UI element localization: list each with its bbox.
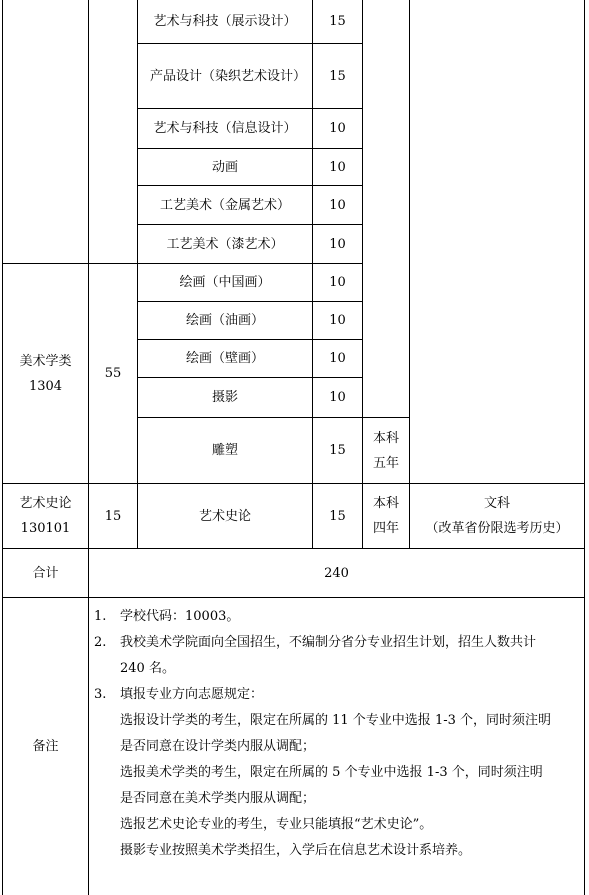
table-row	[138, 264, 312, 301]
duration-line: 四年	[372, 521, 399, 536]
table-row	[138, 484, 312, 548]
remarks-label: 备注	[32, 739, 59, 754]
remarks-content	[94, 604, 582, 864]
table-row	[313, 264, 362, 301]
list-item	[94, 682, 582, 708]
table-row	[138, 302, 312, 339]
subject-line: （改革省份限选考历史）	[425, 521, 569, 536]
table-row	[138, 0, 312, 43]
list-number: 1.	[94, 609, 107, 624]
table-row	[313, 0, 362, 43]
category-name: 艺术史论	[19, 496, 72, 511]
rule-line: 是否同意在美术学类内服从调配；	[120, 791, 316, 806]
duration-cell	[363, 418, 409, 483]
major-count: 15	[329, 443, 346, 458]
table-row	[313, 302, 362, 339]
major-count: 10	[329, 236, 346, 252]
table-row	[138, 418, 312, 483]
list-text: 我校美术学院面向全国招生，不编制分省分专业招生计划，招生人数共计	[120, 635, 537, 650]
list-number: 3.	[94, 687, 107, 702]
category-code: 130101	[20, 521, 71, 536]
major-name: 摄影	[211, 390, 238, 405]
duration-line: 五年	[372, 455, 399, 471]
rule-line: 是否同意在设计学类内服从调配；	[120, 739, 316, 754]
rule-line: 选报美术学类的考生，限定在所属的 5 个专业中选报 1-3 个，同时须注明	[120, 765, 543, 780]
category-name: 美术学类	[19, 353, 72, 369]
major-name: 艺术与科技（信息设计）	[153, 121, 297, 136]
major-name: 雕塑	[211, 443, 238, 458]
table-row	[138, 44, 312, 108]
table-row	[138, 186, 312, 224]
major-count: 10	[329, 313, 346, 328]
category-total-value: 55	[104, 366, 122, 381]
major-name: 工艺美术（漆艺术）	[166, 236, 284, 252]
major-name: 工艺美术（金属艺术）	[159, 197, 290, 213]
rule-line: 选报艺术史论专业的考生，专业只能填报“艺术史论”。	[120, 817, 433, 832]
table-row	[313, 225, 362, 263]
list-item	[94, 604, 582, 630]
table-row	[313, 418, 362, 483]
major-name: 绘画（中国画）	[179, 275, 271, 290]
table-row	[313, 484, 362, 548]
subject-requirement	[410, 484, 584, 548]
major-name: 产品设计（染织艺术设计）	[150, 68, 307, 84]
subject-line: 文科	[483, 496, 510, 511]
list-item	[94, 630, 582, 656]
category-total-value: 15	[104, 508, 122, 524]
table-row	[138, 378, 312, 417]
category-cell	[3, 264, 88, 483]
rule-line: 选报设计学类的考生，限定在所属的 11 个专业中选报 1-3 个，同时须注明	[120, 713, 552, 728]
major-name: 艺术史论	[198, 508, 251, 524]
major-count: 10	[329, 197, 346, 213]
major-name: 绘画（油画）	[185, 313, 264, 328]
duration-cell	[363, 484, 409, 548]
list-number: 2.	[94, 635, 107, 650]
major-name: 艺术与科技（展示设计）	[153, 14, 297, 29]
major-name: 绘画（壁画）	[185, 351, 264, 366]
table-row	[313, 186, 362, 224]
major-count: 10	[329, 390, 346, 405]
total-value: 240	[324, 565, 349, 581]
major-name: 动画	[211, 159, 238, 175]
category-total	[89, 484, 137, 548]
table-row	[313, 340, 362, 377]
table-row	[138, 340, 312, 377]
category-code: 1304	[28, 378, 63, 394]
major-count: 15	[329, 508, 346, 524]
table-rule	[584, 0, 585, 895]
table-row	[138, 109, 312, 148]
table-rule	[2, 597, 585, 598]
duration-line: 本科	[372, 430, 399, 446]
list-text-continued: 240 名。	[120, 661, 175, 676]
major-count: 15	[329, 14, 346, 29]
table-row	[138, 149, 312, 185]
table-row	[138, 225, 312, 263]
duration-line: 本科	[372, 496, 399, 511]
list-text: 学校代码：10003。	[120, 609, 240, 624]
category-cell	[3, 484, 88, 548]
rule-line: 摄影专业按照美术学类招生，入学后在信息艺术设计系培养。	[120, 843, 472, 858]
table-rule	[409, 0, 410, 548]
major-count: 10	[329, 351, 346, 366]
total-label: 合计	[32, 565, 59, 581]
major-count: 10	[329, 159, 346, 175]
major-count: 10	[329, 275, 346, 290]
major-count: 15	[329, 68, 346, 84]
list-text: 填报专业方向志愿规定：	[120, 687, 264, 702]
table-row	[313, 109, 362, 148]
category-total	[89, 264, 137, 483]
major-count: 10	[329, 121, 346, 136]
table-row	[313, 44, 362, 108]
table-row	[313, 149, 362, 185]
table-row	[313, 378, 362, 417]
